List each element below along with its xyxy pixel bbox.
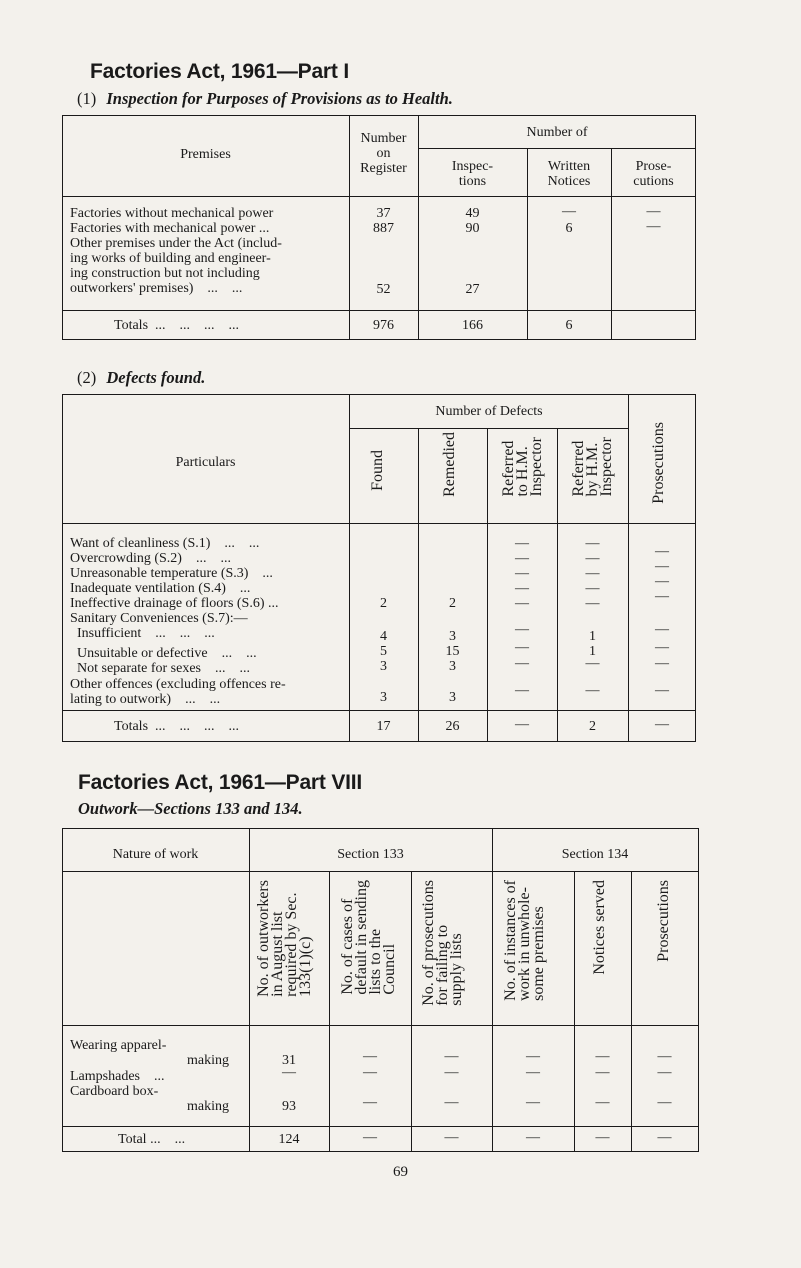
table-cell: —	[515, 596, 529, 611]
table-cell: —	[526, 1049, 540, 1064]
table-cell: —	[363, 1065, 377, 1080]
table-row-label: Unreasonable temperature (S.3) ...	[70, 566, 273, 581]
table-cell: —	[655, 622, 669, 637]
table-cell: —	[585, 581, 600, 596]
page-number: 69	[393, 1164, 408, 1180]
table-cell: 2	[380, 596, 387, 611]
table-cell: —	[655, 683, 669, 698]
header-unwholesome: No. of instances of work in unwhole- some premises	[502, 880, 547, 1001]
part1-title: Factories Act, 1961—Part I	[90, 60, 349, 83]
table-cell: —	[646, 219, 661, 234]
table-cell: —	[515, 640, 529, 655]
table-cell: —	[444, 1065, 459, 1080]
header-referred-by: Referred by H.M. Inspector	[570, 437, 615, 497]
table-cell: 1	[589, 644, 596, 659]
table-cell: 49	[465, 206, 480, 221]
table-cell: —	[363, 1095, 377, 1110]
table-row-label: Other offences (excluding offences re- lating to outwork) ... ...	[70, 677, 286, 707]
table-cell: —	[655, 717, 669, 732]
table-row-label: making	[187, 1099, 229, 1114]
table-row-label: Inadequate ventilation (S.4) ...	[70, 581, 251, 596]
table-cell: —	[655, 574, 669, 589]
table-cell: —	[444, 1095, 459, 1110]
section2-heading	[77, 368, 205, 388]
table-cell: —	[363, 1130, 377, 1145]
table-cell: —	[515, 536, 529, 551]
section2-title: Defects found.	[106, 368, 206, 387]
table-row-label: Other premises under the Act (includ- ing works of building and engineer- ing construction but not including outworkers' premises) ... ...	[70, 236, 282, 296]
totals-label: Totals ... ... ... ...	[114, 719, 240, 734]
header-written-notices: Written Notices	[547, 159, 591, 189]
part8-title: Factories Act, 1961—Part VIII	[78, 771, 363, 794]
table-row-label: Factories without mechanical power	[70, 206, 274, 221]
section1-number: (1)	[77, 89, 97, 108]
table-row-label: Wearing apparel-	[70, 1038, 167, 1053]
table-cell: —	[515, 551, 529, 566]
table-cell: 17	[376, 719, 391, 734]
header-remedied: Remedied	[441, 432, 458, 497]
table-cell: 90	[465, 221, 480, 236]
header-section-134: Section 134	[561, 847, 629, 862]
table-cell: —	[646, 204, 661, 219]
table-cell: 976	[373, 318, 394, 333]
table-cell: 2	[449, 596, 456, 611]
table-cell: —	[562, 204, 576, 219]
table-cell: —	[595, 1130, 610, 1145]
header-particulars: Particulars	[175, 455, 236, 470]
table-cell: —	[526, 1095, 540, 1110]
table-cell: —	[657, 1065, 672, 1080]
header-prosecutions: Prose- cutions	[633, 159, 674, 189]
table-cell: 6	[565, 221, 573, 236]
table-cell: —	[282, 1065, 296, 1080]
table-cell: —	[595, 1049, 610, 1064]
table-cell: —	[595, 1095, 610, 1110]
table-cell: —	[595, 1065, 610, 1080]
table-cell: 5	[380, 644, 387, 659]
table-cell: 3	[449, 629, 456, 644]
table-cell: 166	[462, 318, 483, 333]
section2-number: (2)	[77, 368, 97, 387]
total-label: Total ... ...	[118, 1132, 186, 1147]
header-premises: Premises	[180, 147, 231, 162]
table-cell: —	[585, 656, 600, 671]
table-cell: —	[655, 640, 669, 655]
table-cell: 3	[449, 659, 456, 674]
table-cell: —	[585, 566, 600, 581]
table-cell: —	[585, 683, 600, 698]
header-section-133: Section 133	[337, 847, 404, 862]
table-cell: 3	[449, 690, 456, 705]
table-cell: —	[655, 589, 669, 604]
table-cell: —	[515, 622, 529, 637]
table-row-label: making	[187, 1053, 229, 1068]
table-cell: —	[657, 1130, 672, 1145]
table-cell: —	[515, 566, 529, 581]
table-cell: —	[655, 656, 669, 671]
table-cell: —	[444, 1049, 459, 1064]
section1-heading	[77, 89, 453, 109]
header-nature-of-work: Nature of work	[112, 847, 199, 862]
table-cell: —	[363, 1049, 377, 1064]
table-row-label: Lampshades ...	[70, 1069, 165, 1084]
table-row-label: Factories with mechanical power ...	[70, 221, 270, 236]
table-cell: 6	[565, 318, 573, 333]
header-no-of-outworkers: No. of outworkers in August list required by Sec. 133(1)(c)	[255, 880, 314, 997]
header-number-of-defects: Number of Defects	[435, 404, 543, 419]
table-cell: —	[515, 656, 529, 671]
header-prosecutions-lists: No. of prosecutions for failing to supply lists	[420, 880, 465, 1006]
table-cell: —	[515, 581, 529, 596]
table-cell: —	[515, 717, 529, 732]
table-cell: —	[526, 1065, 540, 1080]
table-cell: 3	[380, 659, 387, 674]
table-cell: 52	[376, 282, 391, 297]
table-row-label: Unsuitable or defective ... ...	[70, 646, 257, 661]
table-cell: 3	[380, 690, 387, 705]
table-cell: 31	[282, 1053, 296, 1068]
table-cell: 1	[589, 629, 596, 644]
table-row-label: Ineffective drainage of floors (S.6) ...	[70, 596, 279, 611]
header-inspections: Inspec- tions	[451, 159, 494, 189]
table-cell: 26	[445, 719, 460, 734]
table-cell: 2	[589, 719, 596, 734]
table-cell: —	[526, 1130, 540, 1145]
table-cell: —	[585, 536, 600, 551]
header-prosecutions: Prosecutions	[655, 880, 672, 962]
table-row-label: Cardboard box-	[70, 1084, 159, 1099]
totals-label: Totals ... ... ... ...	[114, 318, 240, 333]
table-cell: —	[585, 596, 600, 611]
table-cell: 37	[376, 206, 391, 221]
header-default-cases: No. of cases of default in sending lists to the Council	[339, 880, 398, 995]
table-cell: —	[657, 1095, 672, 1110]
header-found: Found	[369, 450, 386, 491]
table-cell: 4	[380, 629, 387, 644]
table-cell: —	[655, 559, 669, 574]
table-cell: 124	[278, 1132, 300, 1147]
table-cell: —	[444, 1130, 459, 1145]
header-number-on-register: Number on Register	[360, 131, 407, 176]
part8-subtitle: Outwork—Sections 133 and 134.	[78, 799, 303, 818]
table-row-label: Sanitary Conveniences (S.7):—	[70, 611, 248, 626]
section1-title: Inspection for Purposes of Provisions as to Health.	[106, 89, 453, 108]
table-cell: 93	[282, 1099, 296, 1114]
header-number-of: Number of	[526, 125, 588, 140]
header-notices-served: Notices served	[591, 880, 608, 975]
header-prosecutions: Prosecutions	[650, 422, 667, 504]
table-row-label: Not separate for sexes ... ...	[70, 661, 251, 676]
table-cell: 15	[445, 644, 460, 659]
table-cell: —	[655, 544, 669, 559]
table-row-label: Overcrowding (S.2) ... ...	[70, 551, 231, 566]
table-cell: —	[515, 683, 529, 698]
table-cell: 887	[373, 221, 394, 236]
table-cell: 27	[465, 282, 480, 297]
header-referred-to: Referred to H.M. Inspector	[500, 437, 545, 497]
table-row-label: Insufficient ... ... ...	[70, 626, 215, 641]
table-cell: —	[585, 551, 600, 566]
table-cell: —	[657, 1049, 672, 1064]
table-row-label: Want of cleanliness (S.1) ... ...	[70, 536, 260, 551]
